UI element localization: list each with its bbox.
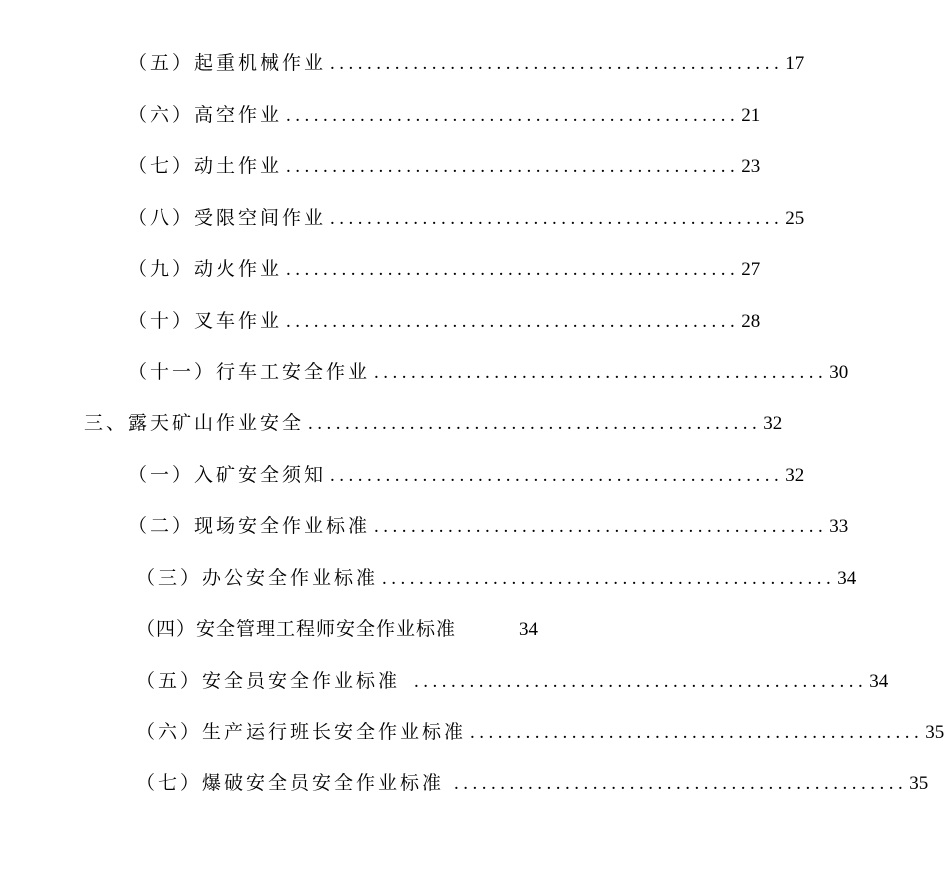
toc-entry-page: 34 [837,568,857,589]
toc-entry-number: 三、 [84,412,129,434]
dot-leader: ................................................. [286,105,740,126]
dot-leader: ................................................. [374,362,828,383]
toc-entry-title: 受限空间作业 [194,207,327,229]
toc-entry[interactable] [128,357,849,387]
toc-entry-title: 安全管理工程师安全作业标准 [196,618,457,640]
toc-entry-number: （六） [128,104,195,126]
toc-entry-title: 动火作业 [194,258,283,280]
toc-entry-page: 35 [925,722,944,743]
dot-leader: ................................................. [330,465,784,486]
dot-leader: ................................................. [470,722,924,743]
toc-entry-number: （十） [128,310,195,332]
toc-entry-title: 办公安全作业标准 [202,567,379,589]
toc-entry-page: 34 [519,619,538,640]
toc-entry[interactable] [128,460,805,490]
dot-leader: ................................................. [330,208,784,229]
toc-entry[interactable] [136,614,538,644]
toc-entry-number: （六） [136,721,203,743]
toc-entry-title: 现场安全作业标准 [194,515,371,537]
toc-entry-number: （五） [128,52,195,74]
toc-entry-page: 35 [909,773,929,794]
toc-entry-title: 高空作业 [194,104,283,126]
toc-entry-number: （八） [128,207,195,229]
toc-entry-page: 28 [741,311,761,332]
dot-leader: ................................................. [286,156,740,177]
toc-entry-page: 21 [741,105,761,126]
toc-entry-title: 爆破安全员安全作业标准 [202,772,445,794]
toc-entry-page: 23 [741,156,761,177]
dot-leader: ................................................. [308,413,762,434]
dot-leader: ................................................. [374,516,828,537]
dot-leader: ................................................. [382,568,836,589]
toc-entry-number: （七） [128,155,195,177]
dot-leader: ................................................. [286,259,740,280]
toc-entry[interactable] [128,203,805,233]
toc-entry-page: 17 [785,53,805,74]
toc-entry-title: 行车工安全作业 [216,361,371,383]
toc-entry-number: （十一） [128,361,217,383]
toc-entry-title: 入矿安全须知 [194,464,327,486]
toc-entry[interactable] [128,306,761,336]
toc-entry-title: 起重机械作业 [194,52,327,74]
toc-entry-page: 27 [741,259,761,280]
toc-entry-title: 叉车作业 [194,310,283,332]
dot-leader: ................................................. [286,311,740,332]
toc-entry[interactable] [128,100,761,130]
toc-entry-page: 32 [763,413,783,434]
toc-entry[interactable] [128,151,761,181]
toc-entry[interactable] [136,768,929,798]
toc-entry-page: 25 [785,208,805,229]
toc-entry-number: （一） [128,464,195,486]
toc-entry-title: 动土作业 [194,155,283,177]
toc-entry-page: 32 [785,465,805,486]
toc-entry-page: 34 [869,671,889,692]
toc-entry-number: （七） [136,772,203,794]
toc-entry-page: 33 [829,516,849,537]
toc-entry-title: 生产运行班长安全作业标准 [202,721,467,743]
toc-entry[interactable] [136,717,944,747]
toc-entry-title: 安全员安全作业标准 [202,670,401,692]
toc-entry-number: （二） [128,515,195,537]
toc-entry-number: （九） [128,258,195,280]
toc-entry-page: 30 [829,362,849,383]
toc-entry[interactable] [136,666,889,696]
dot-leader: ................................................. [454,773,908,794]
toc-entry[interactable] [128,48,805,78]
toc-entry-number: （四） [136,618,197,640]
toc-entry-number: （三） [136,567,203,589]
toc-entry[interactable] [84,408,783,438]
toc-entry[interactable] [128,254,761,284]
dot-leader: ................................................. [330,53,784,74]
toc-entry[interactable] [128,511,849,541]
toc-entry-number: （五） [136,670,203,692]
toc-entry-title: 露天矿山作业安全 [128,412,305,434]
dot-leader: ................................................. [414,671,868,692]
toc-entry[interactable] [136,563,857,593]
